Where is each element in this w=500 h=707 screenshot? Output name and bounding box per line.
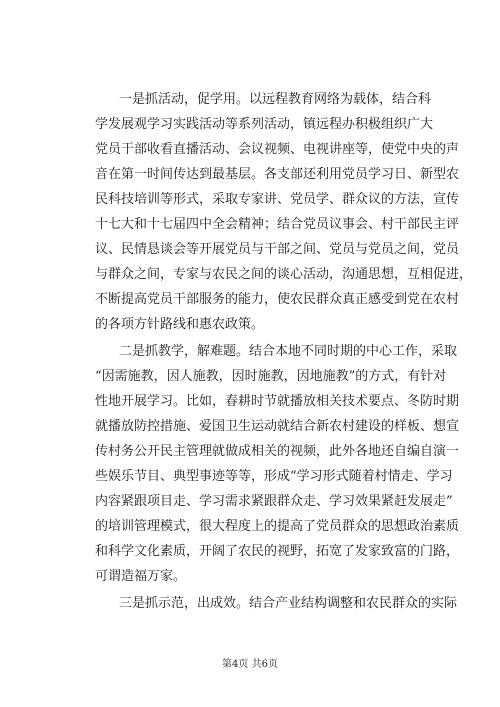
text-line: 二是抓教学，解难题。结合本地不同时期的中心工作，采取 <box>119 344 458 359</box>
text-line: 学发展观学习实践活动等系列活动，镇远程办积极组织广大 <box>95 117 434 132</box>
text-line: 内容紧跟项目走、学习需求紧跟群众走、学习效果紧赶发展走” <box>95 494 453 509</box>
text-line: 三是抓示范，出成效。结合产业结构调整和农民群众的实际 <box>119 596 458 611</box>
text-line: 性地开展学习。比如，春耕时节就播放相关技术要点、冬防时期 <box>95 394 460 409</box>
text-line: 不断提高党员干部服务的能力，使农民群众真正感受到党在农村 <box>95 292 460 307</box>
text-line: 议、民情恳谈会等开展党员与干部之间、党员与党员之间，党员 <box>95 242 460 257</box>
text-line: “因需施教，因人施教，因时施教，因地施教”的方式，有针对 <box>95 369 447 384</box>
text-line: 与群众之间，专家与农民之间的谈心活动，沟通思想，互相促进， <box>95 267 473 282</box>
text-line: 党员干部收看直播活动、会议视频、电视讲座等，使党中央的声 <box>95 142 460 157</box>
text-line: 的培训管理模式，很大程度上的提高了党员群众的思想政治素质 <box>95 519 460 534</box>
text-line: 传村务公开民主管理就做成相关的视频，此外各地还自编自演一 <box>95 444 460 459</box>
text-line: 音在第一时间传达到最基层。各支部还利用党员学习日、新型农 <box>95 167 460 182</box>
text-line: 一是抓活动，促学用。以远程教育网络为载体，结合科 <box>119 92 432 107</box>
text-line: 民科技培训等形式，采取专家讲、党员学、群众议的方法，宣传 <box>95 192 460 207</box>
text-line: 就播放防控措施、爱国卫生运动就结合新农村建设的样板、想宣 <box>95 419 460 434</box>
page-number: 第4页 共6页 <box>222 659 278 670</box>
text-line: 些娱乐节目、典型事迹等等，形成“学习形式随着村情走、学习 <box>95 469 453 484</box>
text-line: 可谓造福万家。 <box>95 569 187 584</box>
text-line: 和科学文化素质，开阔了农民的视野，拓宽了发家致富的门路， <box>95 544 460 559</box>
text-line: 十七大和十七届四中全会精神；结合党员议事会、村干部民主评 <box>95 217 460 232</box>
text-line: 的各项方针路线和惠农政策。 <box>95 317 265 332</box>
